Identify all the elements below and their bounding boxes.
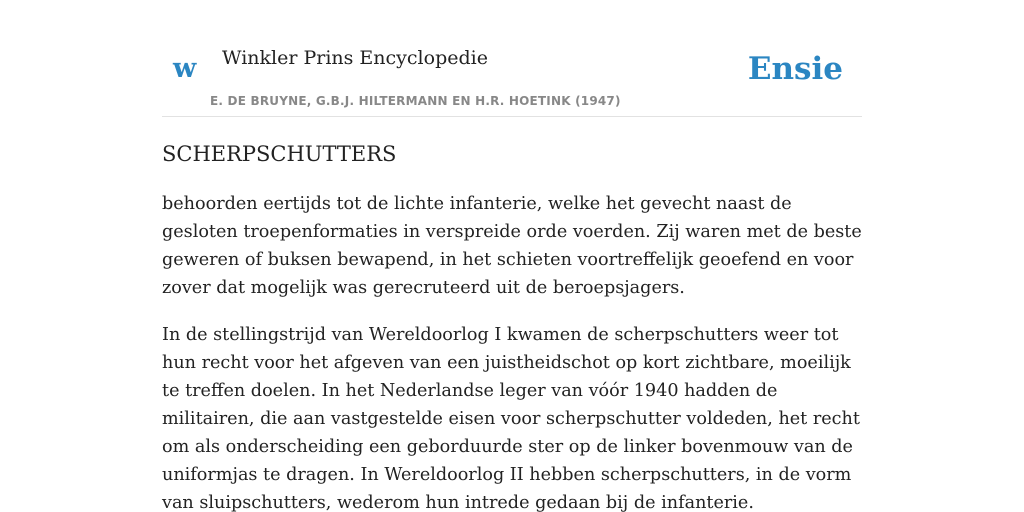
brand-logo[interactable]: Ensie — [747, 51, 843, 87]
article-title: SCHERPSCHUTTERS — [162, 142, 397, 166]
header — [162, 30, 862, 117]
site-title[interactable]: Winkler Prins Encyclopedie — [222, 47, 488, 69]
article-paragraph-2: In de stellingstrijd van Wereldoorlog I kwamen de scherpschutters weer tot hun recht voor het afgeven van een juistheidschot op kort zichtbare, moeilijk te treffen doelen. In het Nederlandse leger van vóór 1940 hadden de militairen, die aan vastgestelde eisen voor scherpschutter voldeden, het recht om als onderscheiding een geborduurde ster op de linker bovenmouw van de uniformjas te dragen. In Wereldoorlog II hebben scherpschutters, in de vorm van sluipschutters, wederom hun intrede gedaan bij de infanterie. — [162, 325, 860, 512]
article — [162, 138, 862, 512]
article-paragraph-1: behoorden eertijds tot de lichte infanterie, welke het gevecht naast de gesloten troepenformaties in verspreide orde voerden. Zij waren met de beste geweren of buksen bewapend, in het schieten voortreffelijk geoefend en voor zover dat mogelijk was gerecruteerd uit de beroepsjagers. — [162, 194, 862, 298]
logo-icon[interactable]: w — [173, 53, 197, 84]
authors-line: E. DE BRUYNE, G.B.J. HILTERMANN EN H.R. HOETINK (1947) — [210, 94, 621, 108]
